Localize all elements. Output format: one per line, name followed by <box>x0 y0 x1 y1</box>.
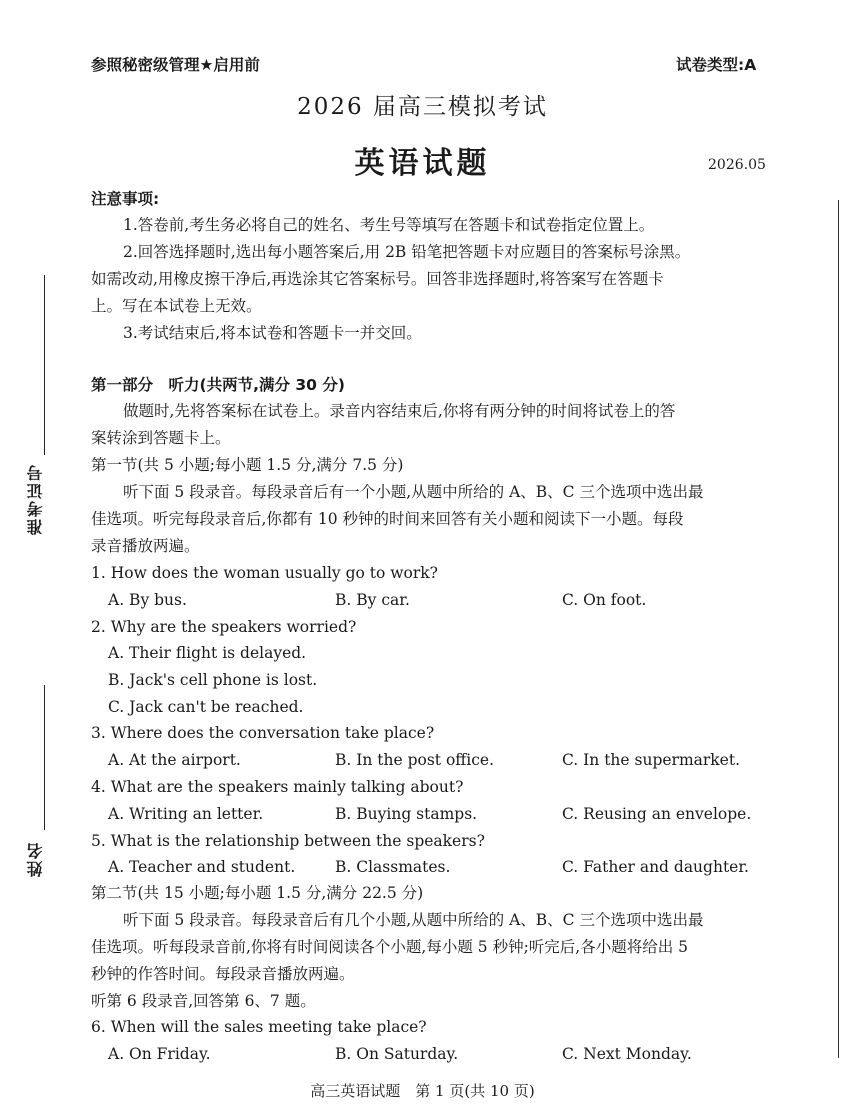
right-margin-line <box>838 200 839 1058</box>
section2-intro: 佳选项。听每段录音前,你将有时间阅读各个小题,每小题 5 秒钟;听完后,各小题将给出 5 <box>91 938 689 956</box>
confidential-label: 参照秘密级管理★启用前 <box>91 56 260 74</box>
option-a: A. Their flight is delayed. <box>108 644 307 662</box>
option-c: C. In the supermarket. <box>562 751 741 769</box>
part1-heading: 第一部分 听力(共两节,满分 30 分) <box>91 376 345 394</box>
question-5: 5. What is the relationship between the speakers? <box>91 832 485 850</box>
name-label: 姓名 <box>26 841 45 877</box>
option-c: C. Jack can't be reached. <box>108 698 304 716</box>
option-b: B. Buying stamps. <box>335 805 478 823</box>
option-b: B. Jack's cell phone is lost. <box>108 671 318 689</box>
part1-intro: 案转涂到答题卡上。 <box>91 429 231 447</box>
option-a: A. By bus. <box>108 591 187 609</box>
question-4: 4. What are the speakers mainly talking about? <box>91 778 464 796</box>
section1-intro: 录音播放两遍。 <box>91 537 200 555</box>
subject-title: 英语试题 <box>354 146 491 181</box>
option-a: A. Writing an letter. <box>108 805 264 823</box>
page-footer: 高三英语试题 第 1 页(共 10 页) <box>310 1082 535 1100</box>
part1-intro: 做题时,先将答案标在试卷上。录音内容结束后,你将有两分钟的时间将试卷上的答 <box>123 402 676 420</box>
section2-intro: 秒钟的作答时间。每段录音播放两遍。 <box>91 965 355 983</box>
exam-date: 2026.05 <box>708 157 766 173</box>
option-b: B. On Saturday. <box>335 1045 459 1063</box>
notice-item: 1.答卷前,考生务必将自己的姓名、考生号等填写在答题卡和试卷指定位置上。 <box>123 216 655 234</box>
notice-heading: 注意事项: <box>91 190 160 208</box>
notice-item: 3.考试结束后,将本试卷和答题卡一并交回。 <box>123 324 422 342</box>
option-a: A. On Friday. <box>108 1045 211 1063</box>
section1-intro: 佳选项。听完每段录音后,你都有 10 秒钟的时间来回答有关小题和阅读下一小题。每段 <box>91 510 684 528</box>
option-c: C. Father and daughter. <box>562 858 749 876</box>
section1-heading: 第一节(共 5 小题;每小题 1.5 分,满分 7.5 分) <box>91 456 404 474</box>
option-b: B. In the post office. <box>335 751 495 769</box>
question-1: 1. How does the woman usually go to work? <box>91 564 438 582</box>
exam-number-line <box>44 275 45 455</box>
option-a: A. At the airport. <box>108 751 241 769</box>
section2-heading: 第二节(共 15 小题;每小题 1.5 分,满分 22.5 分) <box>91 884 424 902</box>
exam-number-label: 准考证号 <box>26 463 45 535</box>
listen-note: 听第 6 段录音,回答第 6、7 题。 <box>91 992 316 1010</box>
notice-item: 2.回答选择题时,选出每小题答案后,用 2B 铅笔把答题卡对应题目的答案标号涂黑。 <box>123 243 691 261</box>
option-c: C. Next Monday. <box>562 1045 692 1063</box>
notice-item: 上。写在本试卷上无效。 <box>91 297 262 315</box>
section1-intro: 听下面 5 段录音。每段录音后有一个小题,从题中所给的 A、B、C 三个选项中选出最 <box>123 483 704 501</box>
exam-title: 2026 届高三模拟考试 <box>297 94 548 120</box>
option-c: C. On foot. <box>562 591 647 609</box>
question-3: 3. Where does the conversation take place? <box>91 724 435 742</box>
question-2: 2. Why are the speakers worried? <box>91 618 357 636</box>
name-line <box>44 685 45 830</box>
option-b: B. By car. <box>335 591 410 609</box>
paper-type-label: 试卷类型:A <box>676 56 757 74</box>
option-c: C. Reusing an envelope. <box>562 805 752 823</box>
question-6: 6. When will the sales meeting take place? <box>91 1018 427 1036</box>
notice-item: 如需改动,用橡皮擦干净后,再选涂其它答案标号。回答非选择题时,将答案写在答题卡 <box>91 270 664 288</box>
section2-intro: 听下面 5 段录音。每段录音后有几个小题,从题中所给的 A、B、C 三个选项中选出最 <box>123 911 704 929</box>
option-b: B. Classmates. <box>335 858 451 876</box>
option-a: A. Teacher and student. <box>108 858 296 876</box>
